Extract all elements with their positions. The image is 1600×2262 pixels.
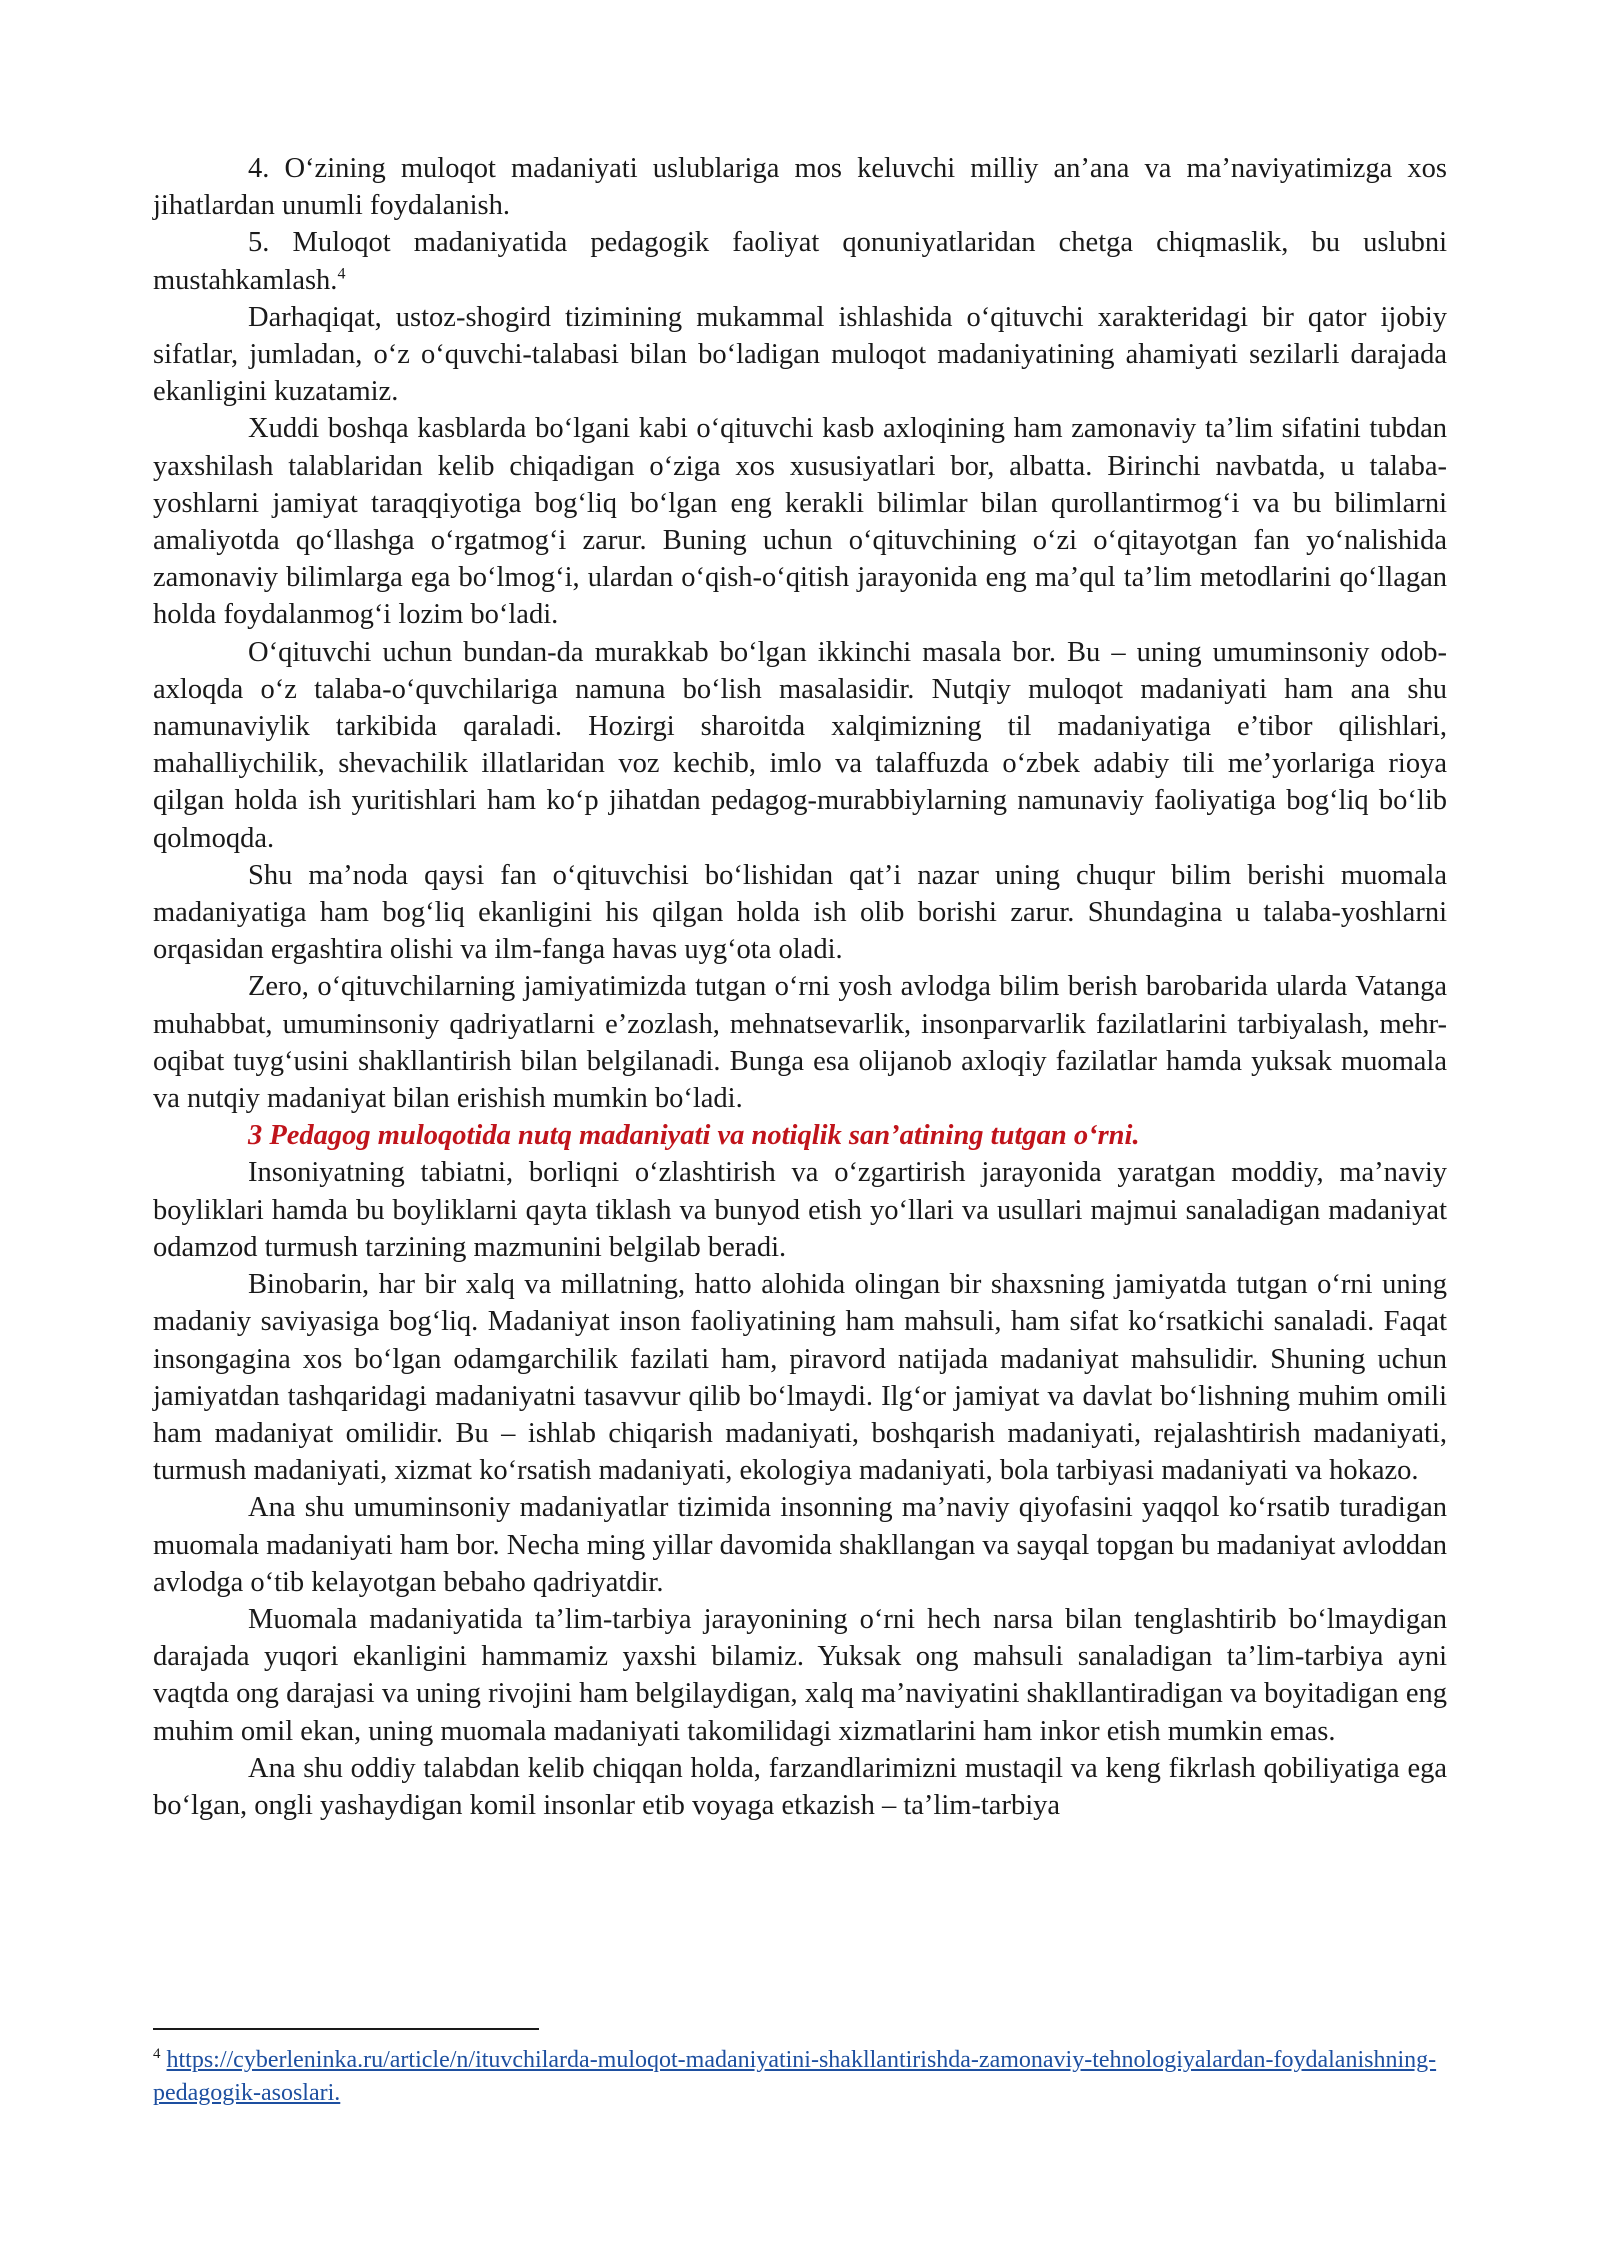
paragraph-text: 5. Muloqot madaniyatida pedagogik faoliyat qonuniyatlaridan chetga chiqmaslik, bu uslubni mustahkamlash.: [153, 227, 1447, 296]
paragraph-text: Binobarin, har bir xalq va millatning, hatto alohida olingan bir shaxsning jamiyatda tutgan o‘rni uning madaniy saviyasiga bog‘liq. Madaniyat inson faoliyatining ham mahsuli, ham sifat ko‘rsatkichi sanaladi. Faqat insongagina xos bo‘lgan odamgarchilik fazilati ham, piravord natijada madaniyat mahsulidir. Shuning uchun jamiyatdan tashqaridagi madaniyatni tasavvur qilib bo‘lmaydi. Ilg‘or jamiyat va davlat bo‘lishning muhim omili ham madaniyat omilidir. Bu – ishlab chiqarish madaniyati, boshqarish madaniyati, rejalashtirish madaniyati, turmush madaniyati, xizmat ko‘rsatish madaniyati, ekologiya madaniyati, bola tarbiyasi madaniyati va hokazo.: [153, 1269, 1447, 1487]
paragraph-2: [153, 224, 1447, 298]
paragraph-12: [153, 1750, 1447, 1824]
paragraph-text: Darhaqiqat, ustoz-shogird tizimining mukammal ishlashida o‘qituvchi xarakteridagi bir qator ijobiy sifatlar, jumladan, o‘z o‘quvchi-talabasi bilan bo‘ladigan muloqot madaniyatining ahamiyati sezilarli darajada ekanligini kuzatamiz.: [153, 301, 1447, 408]
footnote-link[interactable]: https://cyberleninka.ru/article/n/ituvchilarda-muloqot-madaniyatini-shakllantirishda-zamonaviy-tehnologiyalardan-foydalanishning-pedagogik-asoslari.: [153, 2047, 1437, 2106]
paragraph-11: [153, 1601, 1447, 1750]
document-body: [153, 150, 1447, 1824]
paragraph-text: Muomala madaniyatida ta’lim-tarbiya jarayonining o‘rni hech narsa bilan tenglashtirib bo‘lmaydigan darajada yuqori ekanligini hammamiz yaxshi bilamiz. Yuksak ong mahsuli sanaladigan ta’lim-tarbiya ayni vaqtda ong darajasi va uning rivojini ham belgilaydigan, xalq ma’naviyatini shakllantiradigan va boyitadigan eng muhim omil ekan, uning muomala madaniyati takomilidagi xizmatlarini ham inkor etish mumkin emas.: [153, 1603, 1447, 1747]
paragraph-4: [153, 410, 1447, 633]
paragraph-text: Insoniyatning tabiatni, borliqni o‘zlashtirish va o‘zgartirish jarayonida yaratgan moddiy, ma’naviy boyliklari hamda bu boyliklarni qayta tiklash va bunyod etish yo‘llari va usullari majmui sanaladigan madaniyat odamzod turmush tarzining mazmunini belgilab beradi.: [153, 1157, 1447, 1263]
paragraph-3: [153, 299, 1447, 411]
paragraph-text: 4. O‘zining muloqot madaniyati uslublariga mos keluvchi milliy an’ana va ma’naviyatimizga xos jihatlardan unumli foydalanish.: [153, 153, 1447, 222]
paragraph-text: Zero, o‘qituvchilarning jamiyatimizda tutgan o‘rni yosh avlodga bilim berish barobarida ularda Vatanga muhabbat, umuminsoniy qadriyatlarni e’zozlash, mehnatsevarlik, insonparvarlik fazilatlarini tarbiyalash, mehr-oqibat tuyg‘usini shakllantirish bilan belgilanadi. Bunga esa olijanob axloqiy fazilatlar hamda yuksak muomala va nutqiy madaniyat bilan erishish mumkin bo‘ladi.: [153, 971, 1447, 1115]
paragraph-text: Shu ma’noda qaysi fan o‘qituvchisi bo‘lishidan qat’i nazar uning chuqur bilim berishi muomala madaniyatiga ham bog‘liq ekanligini his qilgan holda ish olib borishi zarur. Shundagina u talaba-yoshlarni orqasidan ergashtira olishi va ilm-fanga havas uyg‘ota oladi.: [153, 859, 1447, 966]
paragraph-6: [153, 857, 1447, 969]
section-heading: 3 Pedagog muloqotida nutq madaniyati va notiqlik san’atining tutgan o‘rni.: [248, 1120, 1140, 1152]
paragraph-text: Ana shu oddiy talabdan kelib chiqqan holda, farzandlarimizni mustaqil va keng fikrlash qobiliyatiga ega bo‘lgan, ongli yashaydigan komil insonlar etib voyaga etkazish – ta’lim-tarbiya: [153, 1752, 1447, 1821]
paragraph-8: [153, 1154, 1447, 1266]
paragraph-text: Xuddi boshqa kasblarda bo‘lgani kabi o‘qituvchi kasb axloqining ham zamonaviy ta’lim sifatini tubdan yaxshilash talablaridan kelib chiqadigan o‘ziga xos xususiyatlari bor, albatta. Birinchi navbatda, u talaba-yoshlarni jamiyat taraqqiyotiga bog‘liq bo‘lgan eng kerakli bilimlar bilan qurollantirmog‘i va bu bilimlarni amaliyotda qo‘llashga o‘rgatmog‘i zarur. Buning uchun o‘qituvchining o‘zi o‘qitayotgan fan yo‘nalishida zamonaviy bilimlarga ega bo‘lmog‘i, ulardan o‘qish-o‘qitish jarayonida eng ma’qul ta’lim metodlarini qo‘llagan holda foydalanmog‘i lozim bo‘ladi.: [153, 413, 1447, 631]
paragraph-text: O‘qituvchi uchun bundan-da murakkab bo‘lgan ikkinchi masala bor. Bu – uning umuminsoniy odob-axloqda o‘z talaba-o‘quvchilariga namuna bo‘lish masalasidir. Nutqiy muloqot madaniyati ham ana shu namunaviylik tarkibida qaraladi. Hozirgi sharoitda xalqimizning til madaniyatiga e’tibor qilishlari, mahalliychilik, shevachilik illatlaridan voz kechib, imlo va talaffuzda o‘zbek adabiy tili me’yorlariga rioya qilgan holda ish yuritishlari ham ko‘p jihatdan pedagog-murabbiylarning namunaviy faoliyatiga bog‘liq bo‘lib qolmoqda.: [153, 636, 1447, 854]
paragraph-text: Ana shu umuminsoniy madaniyatlar tizimida insonning ma’naviy qiyofasini yaqqol ko‘rsatib turadigan muomala madaniyati ham bor. Necha ming yillar davomida shakllangan va sayqal topgan bu madaniyat avloddan avlodga o‘tib kelayotgan bebaho qadriyatdir.: [153, 1492, 1448, 1598]
footnote-separator: [153, 2028, 539, 2030]
paragraph-7: [153, 968, 1447, 1117]
footnote: [153, 2044, 1447, 2110]
footnote-reference[interactable]: 4: [337, 265, 346, 283]
footnote-number: 4: [153, 2046, 161, 2062]
paragraph-5: [153, 634, 1447, 857]
paragraph-1: [153, 150, 1447, 224]
paragraph-10: [153, 1489, 1447, 1601]
paragraph-9: [153, 1266, 1447, 1489]
